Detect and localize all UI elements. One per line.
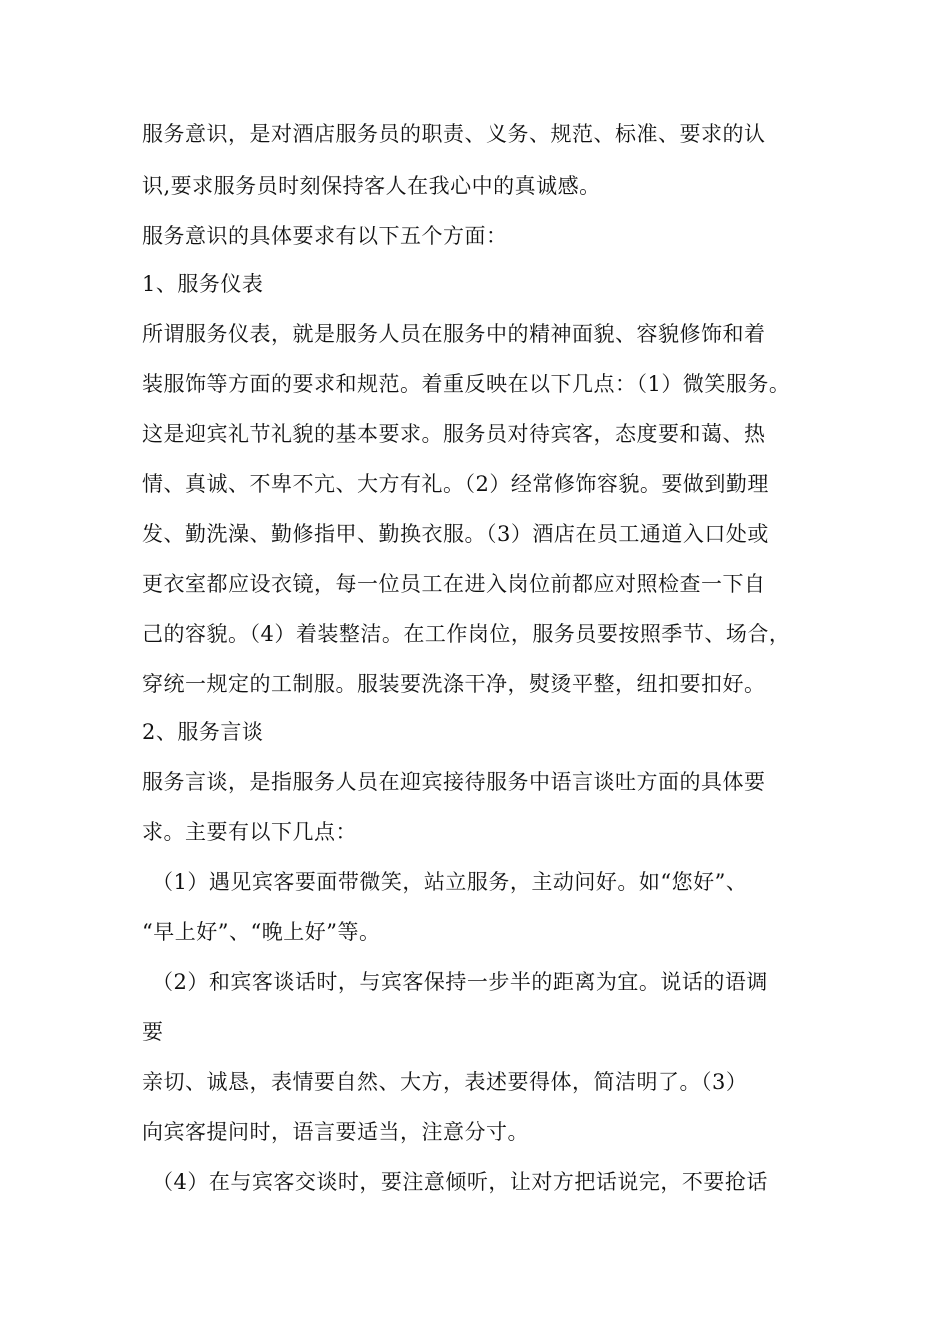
text-line: 情、真诚、不卑不亢、大方有礼。（2）经常修饰容貌。要做到勤理: [142, 472, 769, 496]
text-line: 服务意识，是对酒店服务员的职责、义务、规范、标准、要求的认: [142, 122, 766, 146]
text-line: 装服饰等方面的要求和规范。着重反映在以下几点：（1）微笑服务。: [142, 372, 791, 396]
text-line: 穿统一规定的工制服。服装要洗涤干净，熨烫平整，纽扣要扣好。: [142, 672, 766, 696]
text-line: （4）在与宾客交谈时，要注意倾听，让对方把话说完，不要抢话: [152, 1170, 768, 1194]
text-line: 己的容貌。（4）着装整洁。在工作岗位，服务员要按照季节、场合，: [142, 622, 791, 646]
text-line: 要: [142, 1020, 164, 1044]
text-line: 服务言谈，是指服务人员在迎宾接待服务中语言谈吐方面的具体要: [142, 770, 766, 794]
text-line: 发、勤洗澡、勤修指甲、勤换衣服。（3）酒店在员工通道入口处或: [142, 522, 769, 546]
text-line: 求。主要有以下几点：: [142, 820, 357, 844]
text-line: “早上好”、“晚上好”等。: [142, 920, 381, 944]
text-line: 服务意识的具体要求有以下五个方面：: [142, 224, 508, 248]
text-line: 识,要求服务员时刻保持客人在我心中的真诚感。: [142, 174, 601, 198]
text-line: 所谓服务仪表，就是服务人员在服务中的精神面貌、容貌修饰和着: [142, 322, 766, 346]
text-line: 向宾客提问时，语言要适当，注意分寸。: [142, 1120, 529, 1144]
text-line: 这是迎宾礼节礼貌的基本要求。服务员对待宾客，态度要和蔼、热: [142, 422, 766, 446]
section-heading: 2、服务言谈: [142, 720, 264, 744]
text-line: 更衣室都应设衣镜，每一位员工在进入岗位前都应对照检查一下自: [142, 572, 766, 596]
text-line: （1）遇见宾客要面带微笑，站立服务，主动问好。如“您好”、: [152, 870, 748, 894]
text-line: 亲切、诚恳，表情要自然、大方，表述要得体，简洁明了。（3）: [142, 1070, 748, 1094]
section-heading: 1、服务仪表: [142, 272, 264, 296]
text-line: （2）和宾客谈话时，与宾客保持一步半的距离为宜。说话的语调: [152, 970, 768, 994]
